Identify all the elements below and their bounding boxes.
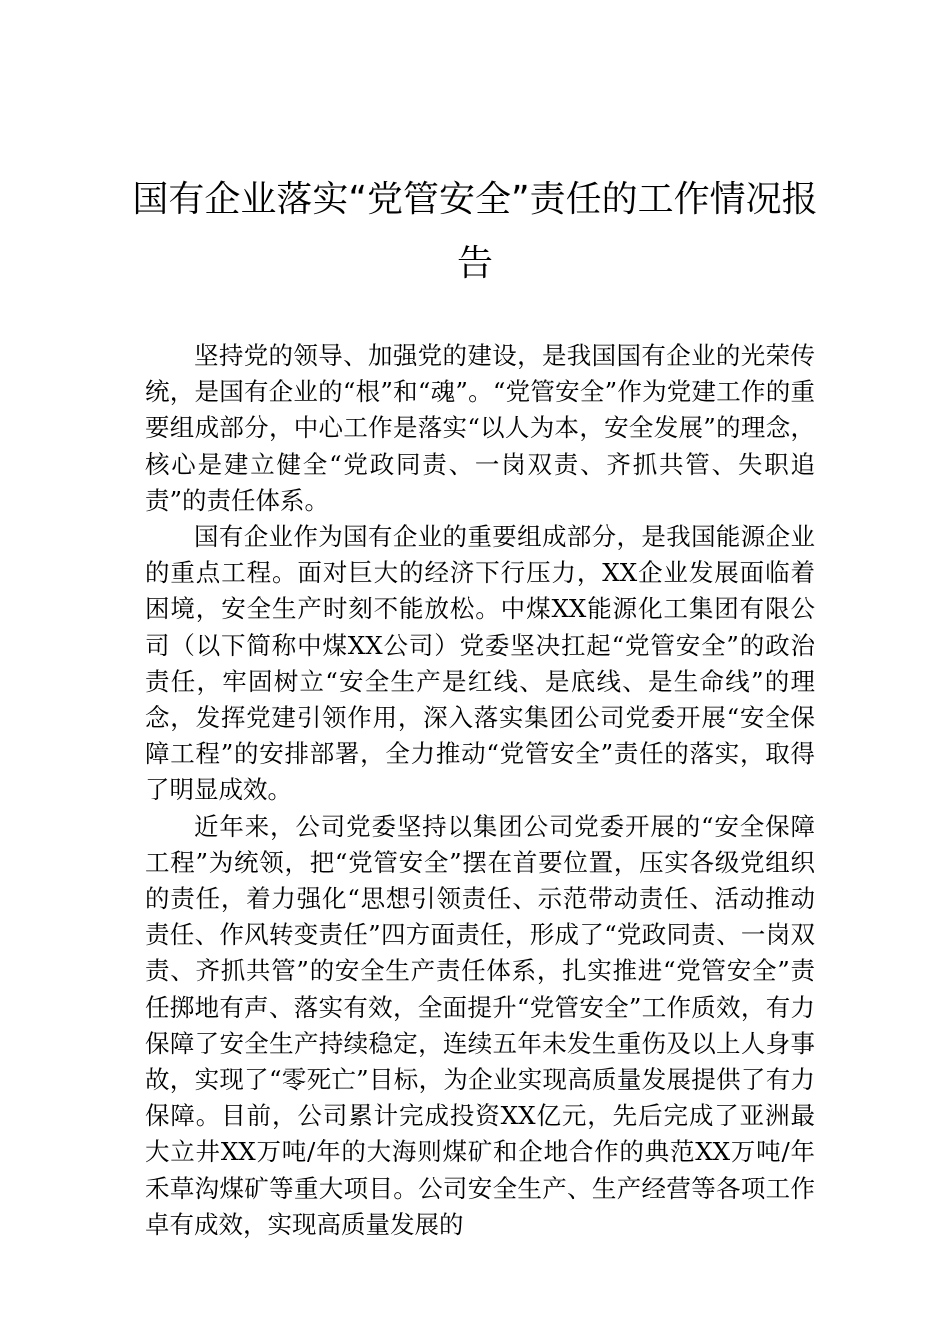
document-body	[145, 338, 815, 1243]
paragraph-1: 坚持党的领导、加强党的建设，是我国国有企业的光荣传统，是国有企业的“根”和“魂”。“党管安全”作为党建工作的重要组成部分，中心工作是落实“以人为本，安全发展”的理念，核心是建立健全“党政同责、一岗双责、齐抓共管、失职追责”的责任体系。	[145, 341, 815, 515]
title-line-2: 告	[456, 243, 493, 284]
document-title	[120, 168, 830, 296]
paragraph-3: 近年来，公司党委坚持以集团公司党委开展的“安全保障工程”为统领，把“党管安全”摆在首要位置，压实各级党组织的责任，着力强化“思想引领责任、示范带动责任、活动推动责任、作风转变责任”四方面责任，形成了“党政同责、一岗双责、齐抓共管”的安全生产责任体系，扎实推进“党管安全”责任掷地有声、落实有效，全面提升“党管安全”工作质效，有力保障了安全生产持续稳定，连续五年未发生重伤及以上人身事故，实现了“零死亡”目标，为企业实现高质量发展提供了有力保障。目前，公司累计完成投资XX亿元，先后完成了亚洲最大立井XX万吨/年的大海则煤矿和企地合作的典范XX万吨/年禾草沟煤矿等重大项目。公司安全生产、生产经营等各项工作卓有成效，实现高质量发展的	[145, 811, 815, 1239]
title-line-1: 国有企业落实“党管安全”责任的工作情况报	[132, 179, 818, 220]
paragraph-2: 国有企业作为国有企业的重要组成部分，是我国能源企业的重点工程。面对巨大的经济下行压力，XX企业发展面临着困境，安全生产时刻不能放松。中煤XX能源化工集团有限公司（以下简称中煤XX公司）党委坚决扛起“党管安全”的政治责任，牢固树立“安全生产是红线、是底线、是生命线”的理念，发挥党建引领作用，深入落实集团公司党委开展“安全保障工程”的安排部署，全力推动“党管安全”责任的落实，取得了明显成效。	[145, 522, 815, 805]
